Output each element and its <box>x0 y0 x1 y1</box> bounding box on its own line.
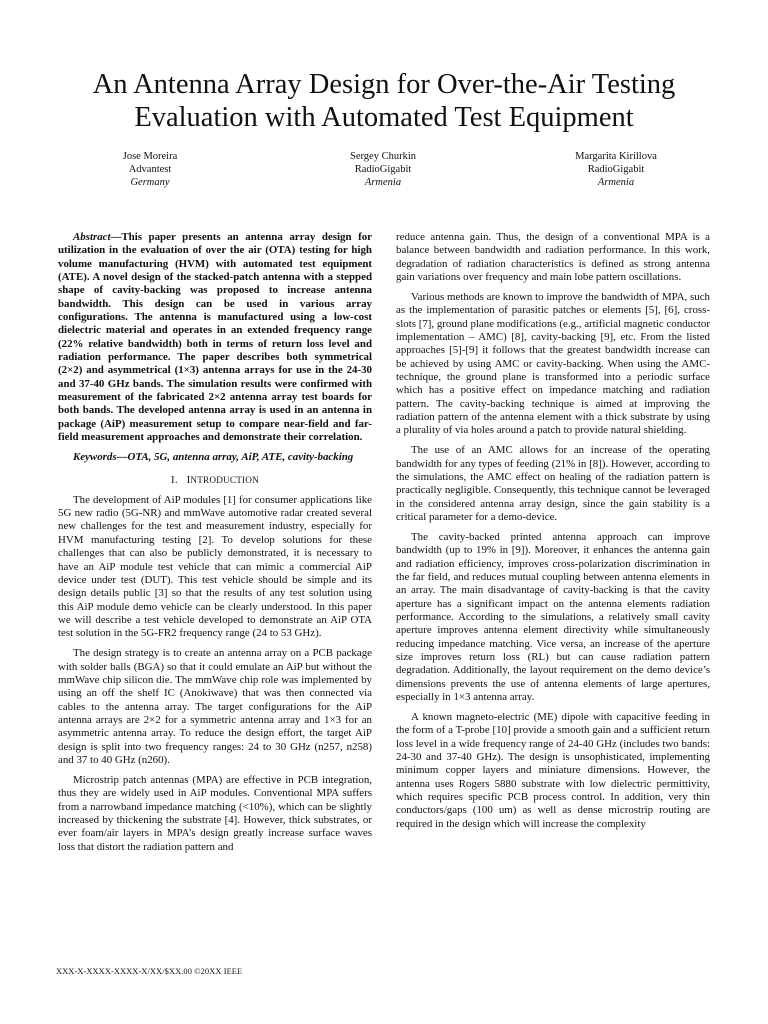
left-column <box>58 231 372 861</box>
author-affiliation: Advantest <box>128 164 172 175</box>
paragraph: A known magneto-electric (ME) dipole with capacitive feeding in the form of a T-probe [10] provide a smooth gain and a sufficient return loss level in a wide frequency range of 24-40 GHz (includes two bands: 24-30 and 37-40 GHz). The design is unsophisticated, implementing minimum copper layers and miniature dimensions. However, the antenna uses Rogers 5880 substrate with low dielectric permittivity, which requires specific PCB process control. In addition, very thin conductors/gaps (100 um) as well as dense microstrip routing are required in the design which will increase the complexity <box>396 711 710 830</box>
author-country: Germany <box>130 177 170 188</box>
abstract <box>58 231 372 445</box>
author-country: Armenia <box>364 177 402 188</box>
author-affiliation: RadioGigabit <box>354 164 412 175</box>
abstract-body: —This paper presents an antenna array design for utilization in the evaluation of over the air (OTA) testing for high volume manufacturing (HVM) with automated test equipment (ATE). A novel design of the stacked-patch antenna with a stepped shape of cavity-backing was proposed to increase antenna bandwidth. This design can be used in various array configurations. The antenna is manufactured using a low-cost dielectric material and operates in an extended frequency range (22% relative bandwidth) both in terms of return loss level and radiation performance. The paper describes both symmetrical (2×2) and asymmetrical (1×3) antenna arrays for use in the 24-30 and 37-40 GHz bands. The simulation results were confirmed with measurement of the fabricated 2×2 antenna array test boards for both bands. The developed antenna array is used in an antenna in package (AiP) measurement setup to compare near-field and far-field measurement approaches and demonstrate their correlation. <box>58 231 372 444</box>
paragraph: Microstrip patch antennas (MPA) are effective in PCB integration, thus they are widely used in AiP modules. Conventional MPA suffers from a narrowband impedance matching (<10%), which can be slightly increased by thickening the substrate [4]. However, thick substrates, or ever foam/air layers in MPA’s design greatly increase surface waves loss that distort the radiation pattern and <box>58 773 372 853</box>
paragraph: reduce antenna gain. Thus, the design of a conventional MPA is a balance between bandwidth and radiation performance. In this work, degradation of radiation characteristics is defined as strong antenna gain variations over frequency and main lobe pattern oscillations. <box>396 231 710 284</box>
paragraph: The development of AiP modules [1] for consumer applications like 5G new radio (5G-NR) and mmWave automotive radar created several new challenges for the test and measurement industry, especially for HVM manufacturing testing [2]. To develop solutions for these challenges that can also be publicly demonstrated, it is necessary to have an AiP module test vehicle that can mimic a commercial AiP device under test (DUT). This test vehicle should be simple and its design details public [3] so that the results of any test solution using this AiP module demo vehicle can be clearly understood. In this paper we will describe a test vehicle developed to demonstrate an AiP OTA test solution in the 5G-FR2 frequency range (24 to 53 GHz). <box>58 493 372 640</box>
abstract-lead: Abstract <box>73 231 111 243</box>
section-title-initial: I <box>186 474 191 487</box>
author-block-2 <box>283 150 483 189</box>
paper-title: An Antenna Array Design for Over-the-Air Testing Evaluation with Automated Test Equipment <box>92 69 676 133</box>
author-block-3 <box>516 150 716 189</box>
paragraph: The cavity-backed printed antenna approach can improve bandwidth (up to 19% in [9]). Moreover, it enhances the antenna gain and radiation efficiency, improves cross-polarization discrimination in the far field, and reduces mutual coupling between antenna elements in an array. The main disadvantage of cavity-backing is that the cavity aperture has a significant impact on the antenna elements radiation performance. According to the simulations, a relatively small cavity aperture improves antenna element directivity while simultaneously reducing impedance matching. Vice versa, an increase of the aperture size improves return loss (RL) but can cause radiation pattern degradation. Additionally, the layout requirement on the demo device’s dimensions prevents the use of antenna elements of large apertures, especially in 1×3 antenna array. <box>396 531 710 704</box>
section-number: I. <box>171 474 178 487</box>
section-title-rest: NTRODUCTION <box>190 475 259 486</box>
author-affiliation: RadioGigabit <box>587 164 645 175</box>
paragraph: Various methods are known to improve the bandwidth of MPA, such as the implementation of parasitic patches or elements [5], [6], cross-slots [7], ground plane modifications (e.g., artificial magnetic conductor implementation – AMC) [8], cavity-backing [9], etc. From the listed approaches [5]-[9] it follows that the greatest bandwidth increase can be achieved by using AMC or cavity-backing. When using the AMC-technique, the ground plane is transformed into a periodic surface which has a positive effect on impedance matching and radiation pattern. The cavity-backing technique is aimed at improving the radiation pattern of the antenna element with a thick substrate by using a plurality of via holes around a patch to provide natural shielding. <box>396 290 710 437</box>
author-name: Jose Moreira <box>122 151 178 162</box>
author-country: Armenia <box>597 177 635 188</box>
keywords: Keywords—OTA, 5G, antenna array, AiP, ATE, cavity-backing <box>73 451 354 464</box>
section-heading-introduction <box>58 474 372 487</box>
author-block-1 <box>50 150 250 189</box>
copyright-footer: XXX-X-XXXX-XXXX-X/XX/$XX.00 ©20XX IEEE <box>56 967 243 976</box>
paragraph: The design strategy is to create an antenna array on a PCB package with solder balls (BGA) so that it could emulate an AiP but without the mmWave chip silicon die. The mmWave chip role was implemented by using an off the shelf IC (Anokiwave) that was then connected via cables to the antenna array. The target configurations for the AiP antenna arrays are 2×2 for a symmetric antenna array and 1×3 for an asymmetric antenna array. To reduce the design effort, the target AiP design is split into two frequency ranges: 24 to 30 GHz (n257, n258) and 37 to 40 GHz (n260). <box>58 647 372 766</box>
author-name: Sergey Churkin <box>349 151 416 162</box>
right-column <box>396 231 710 838</box>
author-name: Margarita Kirillova <box>575 151 657 162</box>
paragraph: The use of an AMC allows for an increase of the operating bandwidth for any types of feeding (21% in [8]). However, according to the simulations, the AMC effect on healing of the radiation pattern is practically negligible. Consequently, this technique cannot be leveraged in the considered antenna array design, since the gain stability is a critical parameter for a demo-device. <box>396 444 710 524</box>
